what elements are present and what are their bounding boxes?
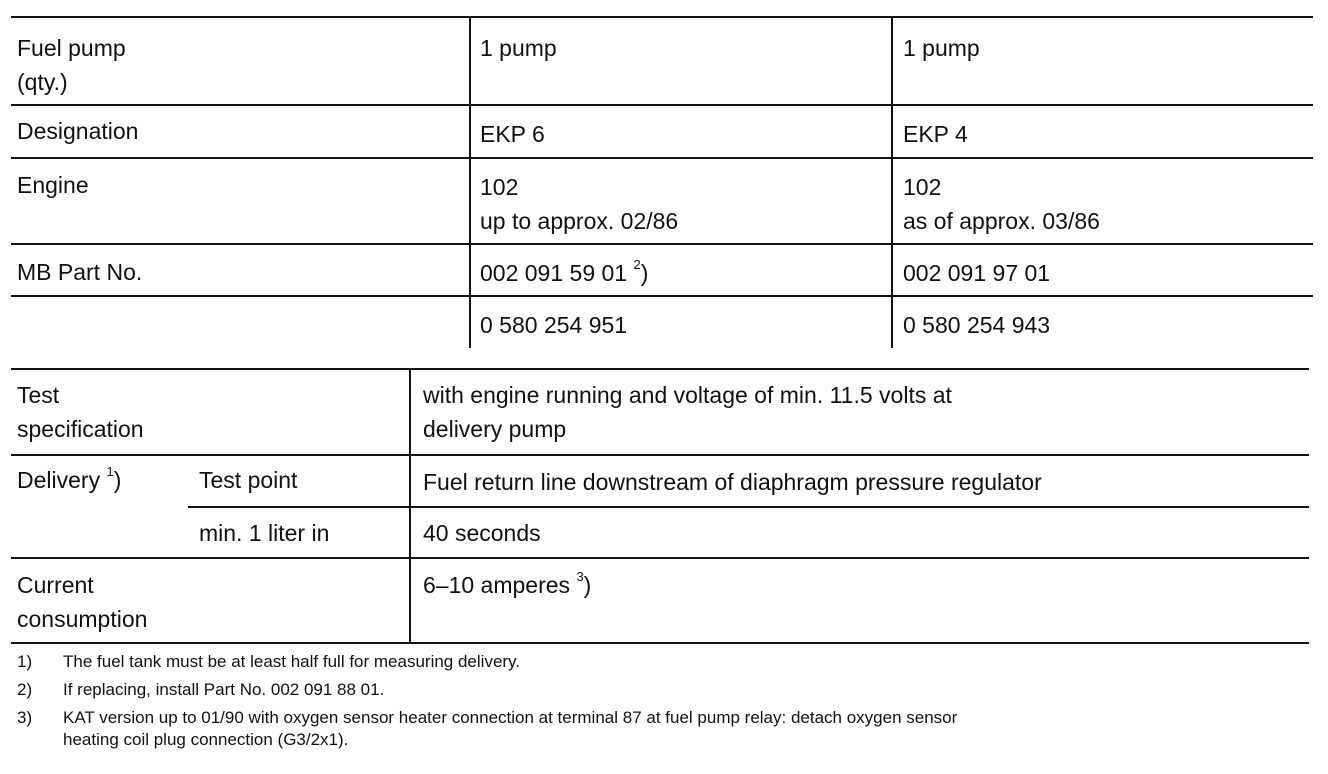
table2-row-divider [11,454,1309,456]
engine-label: Engine [17,172,89,198]
fuel-pump-col2: 1 pump [903,35,980,61]
footnote-2: 2) If replacing, install Part No. 002 091 88 01. [17,680,385,699]
delivery-label: Delivery $^1$) [17,464,122,493]
table2-bottom-border [11,642,1309,644]
table2-row-divider [11,557,1309,559]
test-spec-value: with engine running and voltage of min. 11.5 volts at delivery pump [423,382,952,442]
designation-col2: EKP 4 [903,121,968,147]
bosch-part-col2: 0 580 254 943 [903,312,1051,338]
engine-col2: 102 as of approx. 03/86 [903,174,1100,234]
current-label: Current consumption [17,572,148,632]
mb-part-col2: 002 091 97 01 [903,260,1051,286]
footnote-1: 1) The fuel tank must be at least half full for measuring delivery. [17,652,521,671]
bosch-part-col1: 0 580 254 951 [480,312,628,338]
designation-col1: EKP 6 [480,121,545,147]
test-spec-label: Test specification [17,382,144,442]
test-point-value: Fuel return line downstream of diaphragm pressure regulator [423,469,1042,495]
table2-row-divider [188,506,1309,508]
table1-row-divider [11,295,1313,297]
designation-label: Designation [17,118,139,144]
footnote-ref: 2 [633,257,641,273]
table1-top-border [11,16,1313,18]
table1-col-divider [469,16,471,348]
min-liter-label: min. 1 liter in [199,520,330,546]
fuel-pump-label: Fuel pump (qty.) [17,35,126,95]
footnote-ref: 1 [106,464,114,480]
min-liter-value: 40 seconds [423,520,541,546]
table2-col-divider [409,368,411,644]
table1-row-divider [11,157,1313,159]
table1-row-divider [11,243,1313,245]
footnote-3: 3) KAT version up to 01/90 with oxygen sensor heater connection at terminal 87 at fuel pump relay: detach oxygen sensor heating coil plug connection (G3/2x1). [17,708,958,749]
test-point-label: Test point [199,467,298,493]
footnote-ref: 3 [576,569,584,585]
mb-part-label: MB Part No. [17,259,143,285]
engine-col1: 102 up to approx. 02/86 [480,174,679,234]
table2-top-border [11,368,1309,370]
mb-part-col1: 002 091 59 01 $^2$) [480,257,649,286]
fuel-pump-col1: 1 pump [480,35,557,61]
table1-row-divider [11,104,1313,106]
current-value: 6–10 amperes $^3$) [423,569,592,598]
table1-col-divider [891,16,893,348]
